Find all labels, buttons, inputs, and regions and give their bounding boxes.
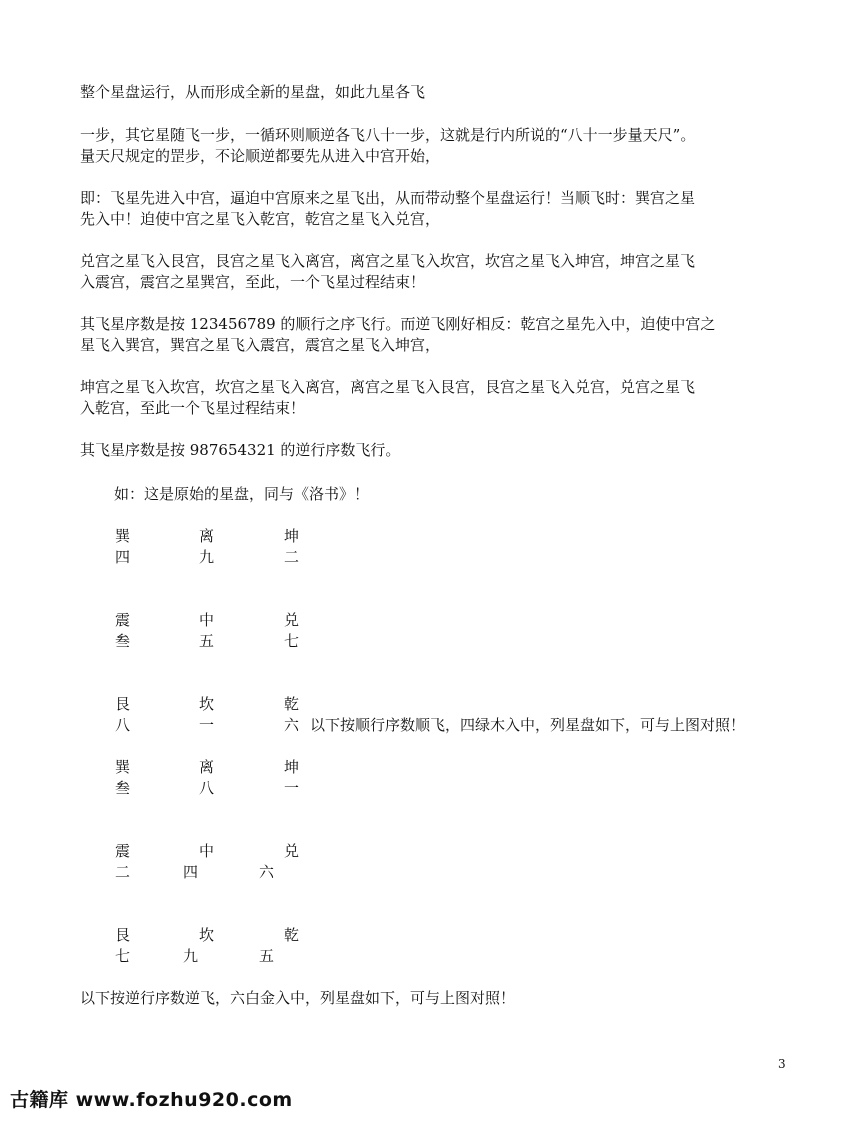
palace-label: 坎 [199, 926, 215, 944]
star-number: 八 [115, 716, 131, 734]
text-line-2: 一步，其它星随飞一步，一循环则顺逆各飞八十一步，这就是行内所说的“八十一步量天尺”。 [80, 126, 696, 144]
palace-label: 中 [199, 611, 215, 629]
star-number: 二 [284, 548, 300, 566]
palace-label: 艮 [115, 926, 131, 944]
star-number: 七 [115, 947, 131, 965]
star-number: 叁 [115, 632, 131, 650]
star-number: 叁 [115, 779, 131, 797]
palace-label: 震 [115, 842, 131, 860]
star-number: 四 [115, 548, 131, 566]
text-line-1: 整个星盘运行，从而形成全新的星盘，如此九星各飞 [80, 83, 426, 101]
palace-label: 巽 [115, 527, 131, 545]
star-number: 一 [284, 779, 300, 797]
star-number: 五 [199, 632, 215, 650]
star-number: 一 [199, 716, 215, 734]
palace-label: 兑 [284, 842, 300, 860]
shun-fly-note: 以下按顺行序数顺飞，四绿木入中，列星盘如下，可与上图对照！ [310, 716, 746, 734]
text-line-6: 兑宫之星飞入艮宫，艮宫之星飞入离宫，离宫之星飞入坎宫，坎宫之星飞入坤宫，坤宫之星飞 [80, 252, 696, 270]
text-line-8: 其飞星序数是按 123456789 的顺行之序飞行。而逆飞刚好相反：乾宫之星先入中，迫使中宫之 [80, 315, 716, 333]
site-watermark: 古籍库 www.fozhu920.com [10, 1089, 293, 1111]
text-line-10: 坤宫之星飞入坎宫，坎宫之星飞入离宫，离宫之星飞入艮宫，艮宫之星飞入兑宫，兑宫之星飞 [80, 378, 696, 396]
text-line-12: 其飞星序数是按 987654321 的逆行序数飞行。 [80, 441, 401, 459]
text-line-9: 星飞入巽宫，巽宫之星飞入震宫，震宫之星飞入坤宫， [80, 336, 441, 354]
star-number: 八 [199, 779, 215, 797]
star-number: 二 [115, 863, 131, 881]
palace-label: 乾 [284, 695, 300, 713]
palace-label: 中 [199, 842, 215, 860]
palace-label: 巽 [115, 758, 131, 776]
palace-label: 艮 [115, 695, 131, 713]
palace-label: 离 [199, 527, 215, 545]
star-number: 六 [259, 863, 275, 881]
palace-label: 坤 [284, 527, 300, 545]
page-number: 3 [778, 1057, 786, 1071]
palace-label: 离 [199, 758, 215, 776]
text-line-11: 入乾宫，至此一个飞星过程结束！ [80, 399, 306, 417]
palace-label: 兑 [284, 611, 300, 629]
palace-label: 坤 [284, 758, 300, 776]
intro-text: 如：这是原始的星盘，同与《洛书》！ [114, 485, 370, 503]
star-number: 九 [183, 947, 199, 965]
ni-fly-note: 以下按逆行序数逆飞，六白金入中，列星盘如下，可与上图对照！ [80, 989, 516, 1007]
star-number: 四 [183, 863, 199, 881]
text-line-7: 入震宫，震宫之星巽宫，至此，一个飞星过程结束！ [80, 273, 426, 291]
star-number: 九 [199, 548, 215, 566]
text-line-5: 先入中！迫使中宫之星飞入乾宫，乾宫之星飞入兑宫， [80, 210, 441, 228]
star-number: 六 [284, 716, 300, 734]
text-line-3: 量天尺规定的罡步，不论顺逆都要先从进入中宫开始， [80, 147, 441, 165]
text-line-4: 即：飞星先进入中宫，逼迫中宫原来之星飞出，从而带动整个星盘运行！当顺飞时：巽宫之星 [80, 189, 696, 207]
palace-label: 乾 [284, 926, 300, 944]
star-number: 五 [259, 947, 275, 965]
star-number: 七 [284, 632, 300, 650]
palace-label: 震 [115, 611, 131, 629]
palace-label: 坎 [199, 695, 215, 713]
